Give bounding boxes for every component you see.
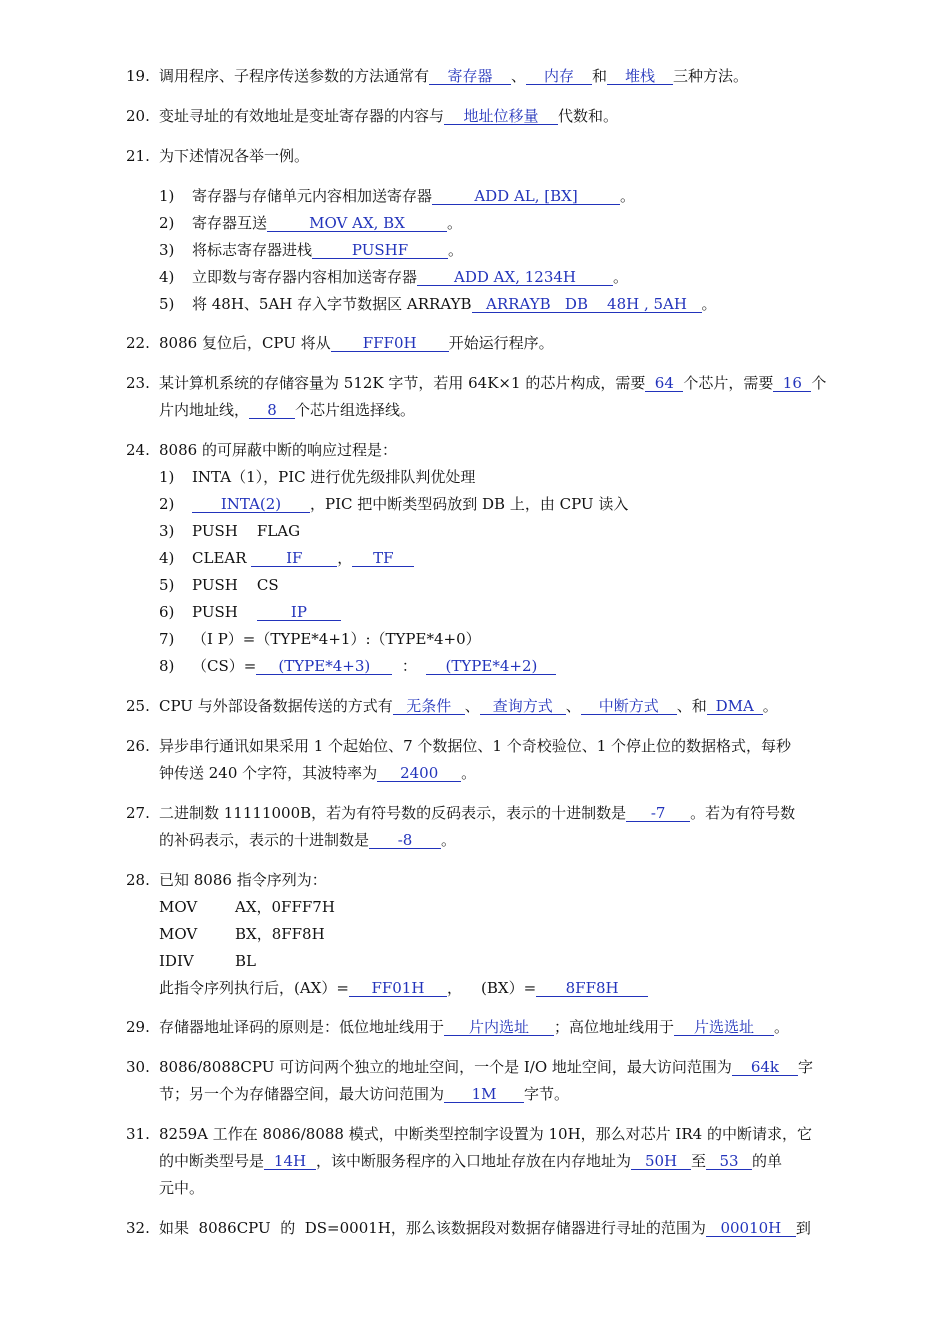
question-text: 8086 复位后，CPU 将从 [159, 334, 331, 352]
answer-blank: DMA [707, 698, 763, 715]
code-opcode: MOV [159, 925, 198, 943]
answer-blank: 查询方式 [480, 698, 566, 715]
answer-blank: 中断方式 [581, 698, 677, 715]
question-text: 到 [795, 1219, 811, 1237]
answer-blank: -7 [626, 805, 690, 822]
code-operands: BX，8FF8H [235, 925, 325, 943]
item-number: 6) [159, 603, 175, 621]
item-number: 7) [159, 630, 175, 648]
question-text: 调用程序、子程序传送参数的方法通常有 [159, 67, 430, 85]
item-text: 。 [613, 268, 629, 286]
question-26-line-2 [159, 763, 476, 783]
answer-blank: 内存 [526, 68, 592, 85]
answer-blank: 无条件 [393, 698, 465, 715]
question-text: 的中断类型号是 [159, 1152, 265, 1170]
q21-item-5 [192, 294, 717, 314]
question-text: 存储器地址译码的原则是：低位地址线用于 [159, 1018, 445, 1036]
answer-blank: FF01H [349, 980, 447, 997]
answer-blank: 地址位移量 [444, 108, 558, 125]
question-29 [159, 1017, 789, 1037]
answer-blank: ARRAYB DB 48H , 5AH [472, 296, 702, 313]
question-text: 如果 8086CPU 的 DS=0001H，那么该数据段对数据存储器进行寻址的范围为 [159, 1219, 706, 1237]
question-text: 个 [811, 374, 827, 392]
question-31-line-3: 元中。 [159, 1179, 205, 1197]
item-text: 寄存器互送 [192, 214, 268, 232]
item-number: 3) [159, 522, 175, 540]
item-number: 1) [159, 187, 175, 205]
question-number: 23. [126, 374, 150, 392]
answer-blank: 堆栈 [607, 68, 673, 85]
question-24: 8086 的可屏蔽中断的响应过程是： [159, 441, 397, 459]
question-22 [159, 333, 554, 353]
answer-blank: IP [257, 604, 341, 621]
answer-blank: 50H [631, 1153, 691, 1170]
item-text: 将标志寄存器进栈 [192, 241, 313, 259]
question-number: 27. [126, 804, 150, 822]
question-32 [159, 1218, 811, 1238]
question-30-line-1 [159, 1057, 813, 1077]
answer-blank: -8 [369, 832, 441, 849]
question-text: 8086/8088CPU 可访问两个独立的地址空间，一个是 I/O 地址空间，最大访问范围为 [159, 1058, 732, 1076]
answer-blank: (TYPE*4+2) [426, 658, 556, 675]
code-opcode: IDIV [159, 952, 194, 970]
question-text: 的补码表示，表示的十进制数是 [159, 831, 370, 849]
question-text: 节；另一个为存储器空间，最大访问范围为 [159, 1085, 445, 1103]
question-text: 代数和。 [558, 107, 619, 125]
question-text: 、和 [676, 697, 707, 715]
item-number: 4) [159, 268, 175, 286]
item-text: PUSH [192, 603, 238, 621]
question-text: 、 [565, 697, 581, 715]
question-text: 至 [691, 1152, 707, 1170]
q24-step-2 [192, 494, 628, 514]
item-number: 5) [159, 576, 175, 594]
question-text: 。 [461, 764, 477, 782]
item-number: 8) [159, 657, 175, 675]
question-23-line-2 [159, 400, 415, 420]
question-26-line-1: 异步串行通讯如果采用 1 个起始位、7 个数据位、1 个奇校验位、1 个停止位的数据格式，每秒 [159, 737, 792, 755]
question-text: 、 [464, 697, 480, 715]
question-28: 已知 8086 指令序列为： [159, 871, 327, 889]
question-text: ， (BX）= [446, 979, 537, 997]
question-number: 24. [126, 441, 150, 459]
item-text: 。 [701, 295, 717, 313]
answer-blank: 1M [444, 1086, 524, 1103]
answer-blank: INTA(2) [192, 496, 310, 513]
item-text: 立即数与寄存器内容相加送寄存器 [192, 268, 418, 286]
item-text: （CS）= [192, 657, 257, 675]
item-text: ，PIC 把中断类型码放到 DB 上，由 CPU 读入 [310, 495, 629, 513]
q21-item-4 [192, 267, 628, 287]
question-21: 为下述情况各举一例。 [159, 147, 310, 165]
question-number: 28. [126, 871, 150, 889]
item-number: 2) [159, 495, 175, 513]
question-number: 22. [126, 334, 150, 352]
q24-step-6 [192, 602, 341, 622]
question-text: 此指令序列执行后，(AX）= [159, 979, 349, 997]
code-operands: BL [235, 952, 256, 970]
question-number: 32. [126, 1219, 150, 1237]
question-text: 。 [441, 831, 457, 849]
q24-step-5: PUSH CS [192, 576, 279, 594]
answer-blank: 53 [706, 1153, 752, 1170]
question-text: 变址寻址的有效地址是变址寄存器的内容与 [159, 107, 445, 125]
answer-blank: (TYPE*4+3) [256, 658, 392, 675]
question-number: 19. [126, 67, 150, 85]
answer-blank: ADD AX, 1234H [417, 269, 613, 286]
item-number: 3) [159, 241, 175, 259]
question-31-line-2 [159, 1151, 782, 1171]
answer-blank: IF [251, 550, 337, 567]
question-number: 20. [126, 107, 150, 125]
question-text: 片内地址线， [159, 401, 250, 419]
question-number: 29. [126, 1018, 150, 1036]
answer-blank: MOV AX, BX [267, 215, 447, 232]
question-text: 。 [774, 1018, 790, 1036]
answer-blank: 16 [773, 375, 811, 392]
q21-item-3 [192, 240, 463, 260]
item-number: 1) [159, 468, 175, 486]
answer-blank: TF [352, 550, 414, 567]
item-text: 寄存器与存储单元内容相加送寄存器 [192, 187, 433, 205]
question-text: 的单 [752, 1152, 783, 1170]
answer-blank: 14H [264, 1153, 316, 1170]
question-text: 某计算机系统的存储容量为 512K 字节，若用 64K×1 的芯片构成，需要 [159, 374, 646, 392]
question-30-line-2 [159, 1084, 569, 1104]
question-text: CPU 与外部设备数据传送的方式有 [159, 697, 393, 715]
answer-blank: 寄存器 [429, 68, 511, 85]
item-text: 将 48H、5AH 存入字节数据区 ARRAYB [192, 295, 472, 313]
answer-blank: 2400 [377, 765, 461, 782]
answer-blank: 8FF8H [536, 980, 648, 997]
question-27-line-1 [159, 803, 795, 823]
question-number: 21. [126, 147, 150, 165]
question-text: 。 [762, 697, 778, 715]
item-text: 。 [447, 214, 463, 232]
question-number: 26. [126, 737, 150, 755]
question-27-line-2 [159, 830, 456, 850]
code-opcode: MOV [159, 898, 198, 916]
item-number: 2) [159, 214, 175, 232]
answer-blank: FFF0H [331, 335, 449, 352]
question-text: 。若为有符号数 [690, 804, 796, 822]
question-number: 30. [126, 1058, 150, 1076]
question-28-result [159, 978, 648, 998]
question-text: ，该中断服务程序的入口地址存放在内存地址为 [316, 1152, 632, 1170]
q24-step-1: INTA（1），PIC 进行优先级排队判优处理 [192, 468, 476, 486]
question-text: ；高位地址线用于 [554, 1018, 675, 1036]
question-text: 、 [511, 67, 527, 85]
item-text: CLEAR [192, 549, 247, 567]
item-number: 5) [159, 295, 175, 313]
question-text: 个芯片，需要 [683, 374, 774, 392]
answer-blank: PUSHF [312, 242, 448, 259]
question-number: 31. [126, 1125, 150, 1143]
question-23-line-1 [159, 373, 826, 393]
answer-blank: 片内选址 [444, 1019, 554, 1036]
item-text: ， [337, 549, 353, 567]
question-25 [159, 696, 778, 716]
answer-blank: ADD AL, [BX] [432, 188, 620, 205]
q24-step-3: PUSH FLAG [192, 522, 301, 540]
item-text: ： [401, 657, 417, 675]
question-text: 钟传送 240 个字符，其波特率为 [159, 764, 378, 782]
question-20 [159, 106, 618, 126]
q21-item-1 [192, 186, 635, 206]
question-text: 字节。 [524, 1085, 570, 1103]
q24-step-7: （I P）=（TYPE*4+1）:（TYPE*4+0） [192, 630, 481, 648]
question-31-line-1: 8259A 工作在 8086/8088 模式，中断类型控制字设置为 10H，那么对芯片 IR4 的中断请求，它 [159, 1125, 812, 1143]
question-text: 开始运行程序。 [448, 334, 554, 352]
question-number: 25. [126, 697, 150, 715]
answer-blank: 8 [249, 402, 295, 419]
question-text: 和 [592, 67, 608, 85]
answer-blank: 片选选址 [674, 1019, 774, 1036]
question-text: 字 [797, 1058, 813, 1076]
question-text: 三种方法。 [673, 67, 749, 85]
q21-item-2 [192, 213, 462, 233]
q24-step-8 [192, 656, 556, 676]
question-text: 个芯片组选择线。 [295, 401, 416, 419]
item-number: 4) [159, 549, 175, 567]
answer-blank: 64 [645, 375, 683, 392]
code-operands: AX，0FFF7H [235, 898, 335, 916]
q24-step-4 [192, 548, 414, 568]
item-text: 。 [448, 241, 464, 259]
question-19 [159, 66, 748, 86]
question-text: 二进制数 11111000B，若为有符号数的反码表示，表示的十进制数是 [159, 804, 627, 822]
answer-blank: 64k [732, 1059, 798, 1076]
item-text: 。 [620, 187, 636, 205]
answer-blank: 00010H [706, 1220, 796, 1237]
